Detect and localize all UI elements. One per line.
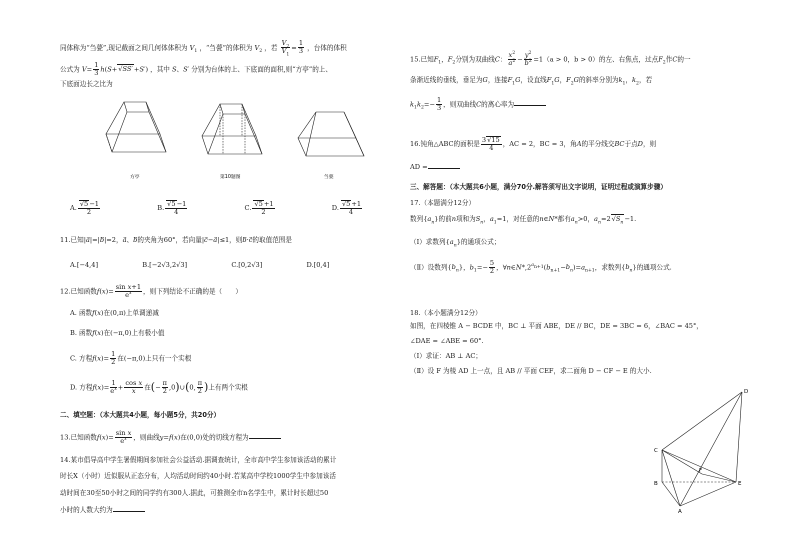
q10-figures (102, 92, 382, 188)
q11-stem: 11.已知|a⃗|=|b⃗|=2，a⃗、b的夹角为60°，若向量|c⃗−a⃗|≤1，则b⃗·c的取值范围是 (60, 236, 292, 244)
q17-head: 17.（本题满分12分） (410, 199, 476, 207)
q18-line1: 如图，在四棱锥 A − BCDE 中，BC ⊥ 平面 ABE，DE // BC，DE = 3BC = 6，∠BAC = 45°， (410, 322, 703, 330)
vertex-label-e: E (738, 481, 742, 487)
q10-option-a[interactable]: A. $\frac{√5-1}{2}$ (70, 200, 99, 216)
q11-options (70, 261, 329, 269)
q16-line2: AD = (410, 163, 460, 171)
vertex-label-b: B (654, 481, 658, 487)
q18-part1: （Ⅰ）求证：AB ⊥ AC； (410, 352, 482, 360)
q10-option-b[interactable]: B. $\frac{√5-1}{4}$ (157, 200, 187, 216)
q11-option-c[interactable]: C.[0,2√3] (231, 261, 263, 269)
q10-option-d[interactable]: D. $\frac{√5+1}{4}$ (331, 200, 362, 216)
q17-part1: （Ⅰ）求数列$\{a_n\}$的通项公式； (410, 238, 501, 249)
q11-option-a[interactable]: A.[−4,4] (70, 261, 99, 269)
q14-line3: 动时间在30至50小时之间的同学约有300人.据此，可推测全市n名学生中，累计时长超过50 (60, 489, 329, 497)
section-solution-header: 三、解答题：（本大题共6小题，满分70分.解答须写出文字说明，证明过程或演算步骤） (410, 183, 667, 191)
q18-head: 18.（本小题满分12分） (410, 309, 482, 317)
q13-answer-blank[interactable] (249, 433, 281, 439)
q12-option-b[interactable]: B. 函数f(x)在(−π,0)上有极小值 (70, 329, 165, 337)
q10-options (70, 200, 363, 216)
fig-caption-3: 刍甍 (324, 175, 334, 180)
q17-part2: （Ⅱ）设数列$\{b_n\}$，$b_1=-$ $\frac{5}{2}$ ，$\forall n\in N*,2^{a_{n+1}}(b_{n+1}-b_n)=a_{n+1}$，求数列$\{b_n\}$的通项公式. (410, 259, 672, 275)
vertex-label-c: C (654, 448, 658, 454)
vertex-label-f: F (699, 468, 703, 474)
vertex-label-a: A (678, 509, 682, 514)
section-figure (202, 104, 262, 154)
q14-line1: 14.某市倡导高中学生暑假期间参加社会公益活动.据调查统计，全市高中学生参加该活动的累计 (60, 456, 337, 464)
q15-line2: 条渐近线的垂线，垂足为G，连接$F_1G$，设直线$F_1G$，$F_2G$的斜率分别为$k_1$，$k_2$，若 (410, 76, 653, 87)
q16-line1: 16.钝角△ABC的面积是 $\frac{3√15}{4}$ ，AC = 2，BC = 3，角A的平分线交BC于点D，则 (410, 136, 657, 152)
chumeng-figure (298, 112, 364, 156)
q17-stem: 数列$\{a_n\}$的前n项和为$S_n$，$a_1=1$，对任意的n∈N*都有$a_n>0$，$a_n=2√S_n-1$. (410, 215, 637, 226)
q12-option-d[interactable]: D. 方程f(x)= $\frac{1}{e^x}$ + $\frac{\text{cos x}}{x}$ 在(− $\frac{\pi}{2}$ ,0)∪(0, $\frac{\pi}{2}$ )上有两个实根 (70, 379, 248, 395)
q11-option-b[interactable]: B.[−2√3,2√3] (142, 261, 188, 269)
q14-line4: 小时的人数大约为 (60, 506, 145, 514)
q18-part2: （Ⅱ）设 F 为棱 AD 上一点，且 AB // 平面 CEF，求二面角 D − CF − E 的大小. (410, 367, 652, 375)
q12-stem: 12.已知函数f(x)= $\frac{\text{sin x+1}}{e^x}$ ，则下列结论不正确的是（ ） (60, 283, 242, 299)
q16-answer-blank[interactable] (428, 163, 460, 169)
q12-option-a[interactable]: A. 函数f(x)在(0,π)上单调递减 (70, 309, 159, 317)
q10-option-c[interactable]: C. $\frac{√5+1}{2}$ (244, 200, 274, 216)
section-fill-in-header: 二、填空题：（本大题共4小题，每小题5分，共20分） (60, 411, 221, 419)
fig-caption-2: 第10题图 (220, 175, 241, 180)
q15-answer-blank[interactable] (514, 100, 546, 106)
q12-option-c[interactable]: C. 方程f(x)= $\frac{1}{2}$ 在(−π,0)上只有一个实根 (70, 350, 192, 366)
q15-line3: $k_1k_2=-$ $\frac{1}{3}$ ，则双曲线C的离心率为 (410, 97, 546, 112)
q14-line2: 时长X（小时）近似服从正态分布，人均活动时间约40小时.若某高中学校1000学生中参加该活 (60, 472, 336, 480)
q14-answer-blank[interactable] (113, 506, 145, 512)
q11-option-d[interactable]: D.[0,4] (306, 261, 330, 269)
q15-line1: 15.已知$F_1$，$F_2$分别为双曲线C： $\frac{x^2}{a^2}$ − $\frac{y^2}{b^2}$ =1（a > 0，b > 0）的左、右焦点，过点$F_2$作C的一 (410, 50, 691, 67)
q10-line1: 同体称为“刍甍”,现记截面之间几何体体积为 $V_1$ ，“刍甍”的体积为 $V_2$ ，若 $\frac{V_2}{V_1}$ = $\frac{1}{3}$ ，台体的体积 (60, 39, 347, 58)
q18-pyramid-figure (640, 384, 755, 514)
q18-line2: ∠DAE = ∠ABE = 60°. (410, 337, 484, 345)
frustum-figure (106, 102, 166, 152)
fig-caption-1: 方亭 (130, 175, 140, 180)
vertex-label-d: D (744, 389, 749, 395)
q10-line3: 下底面边长之比为 (60, 80, 113, 88)
q13-stem: 13.已知函数f(x)= $\frac{\text{sin x}}{e^x}$ ，则曲线y=f(x)在(0,0)处的切线方程为 (60, 430, 281, 445)
q10-line2: 公式为 V= $\frac{1}{3}$ h(S+√SS′+S′) ，其中 S、S′ 分别为台体的上、下底面的面积,则“方亭”的上、 (60, 61, 332, 77)
